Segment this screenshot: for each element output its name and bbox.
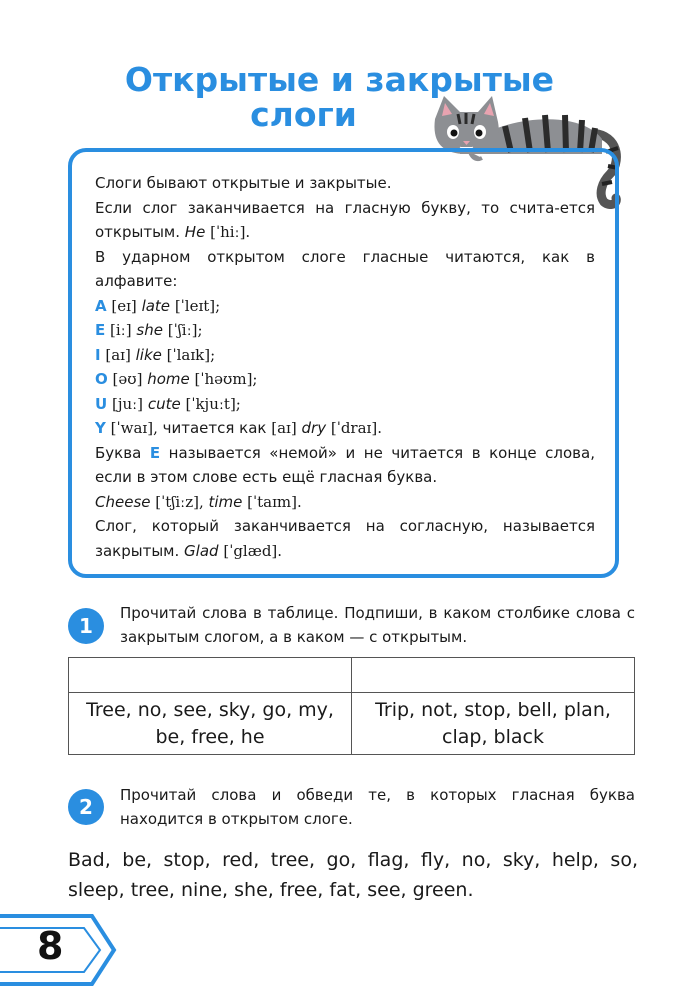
rule-stressed: В ударном открытом слоге гласные читаются, как в алфавите: <box>95 247 595 290</box>
rule-silent-e: Буква E называется «немой» и не читается в конце слова, если в этом слове есть ещё гласная буква. <box>95 443 595 486</box>
rule-silent-e-examples: Cheese [ˈtʃiːz], time [ˈtaɪm]. <box>95 492 302 511</box>
page-title-line2: слоги <box>250 95 357 134</box>
page-number: 8 <box>37 924 64 968</box>
vowel-line-i: I [aɪ] like [ˈlaɪk]; <box>95 345 216 364</box>
vowel-line-u: U [juː] cute [ˈkjuːt]; <box>95 394 241 413</box>
task1-table <box>68 657 635 755</box>
task1-label-cell-right[interactable] <box>352 658 635 693</box>
vowel-line-o: O [əʊ] home [ˈhəʊm]; <box>95 370 258 388</box>
page-title-line1: Открытые и закрытые <box>124 60 555 99</box>
task2-number-badge: 2 <box>68 789 104 825</box>
task1-label-cell-left[interactable] <box>69 658 352 693</box>
vowel-line-a: A [eɪ] late [ˈleɪt]; <box>95 296 221 315</box>
vowel-line-e: E [iː] she [ˈʃiː]; <box>95 321 203 339</box>
rule-open-def: Если слог заканчивается на гласную букву, то счита-ется открытым. He [ˈhiː]. <box>95 198 595 241</box>
rule-intro: Слоги бывают открытые и закрытые. <box>95 174 392 192</box>
task1-words-left: Tree, no, see, sky, go, my, be, free, he <box>69 693 352 755</box>
task1-number-badge: 1 <box>68 608 104 644</box>
task1-words-right: Trip, not, stop, bell, plan, clap, black <box>352 693 635 755</box>
rule-closed-def: Слог, который заканчивается на согласную, называется закрытым. Glad [ˈglæd]. <box>95 517 595 560</box>
vowel-line-y: Y [ˈwaɪ], читается как [aɪ] dry [ˈdraɪ]. <box>95 419 382 437</box>
task2-word-list[interactable]: Bad, be, stop, red, tree, go, flag, fly, no, sky, help, so, sleep, tree, nine, she, free, fat, see, green. <box>68 849 638 901</box>
rule-text <box>95 171 595 563</box>
task1-instructions: Прочитай слова в таблице. Подпиши, в каком столбике слова с закрытым слогом, а в каком — с открытым. <box>120 604 635 646</box>
task2-instructions: Прочитай слова и обведи те, в которых гласная буква находится в открытом слоге. <box>120 786 635 828</box>
